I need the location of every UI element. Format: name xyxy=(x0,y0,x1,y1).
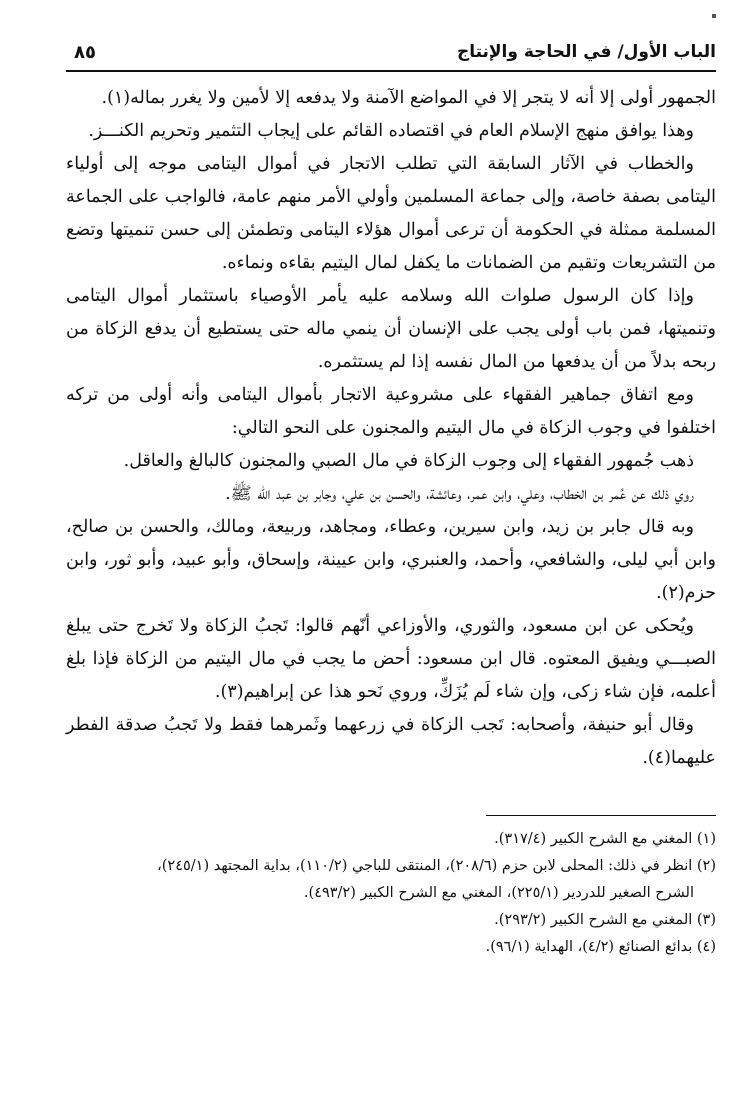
paragraph: روي ذلك عن عُمر بن الخطاب، وعلي، وابن عمر، وعائشة، والحسن بن علي، وجابر بن عبد الله ﷺ. xyxy=(225,484,694,504)
running-header xyxy=(66,40,716,72)
footnotes xyxy=(66,826,716,961)
paragraph: وإذا كان الرسول صلوات الله وسلامه عليه يأمر الأوصياء باستثمار أموال اليتامى وتنميتها، فمن باب أولى يجب على الإنسان أن ينمي ماله حتى يستطيع أن يدفع الزكاة من ربحه بدلاً من أن يدفعها من المال نفسه إذا لم يستثمره. xyxy=(66,286,716,372)
footnote: (٤) بدائع الصنائع (٤/٢)، الهداية (٩٦/١). xyxy=(485,939,716,955)
main-text xyxy=(66,82,716,775)
paragraph: وهذا يوافق منهج الإسلام العام في اقتصاده القائم على إيجاب التثمير وتحريم الكنـــز. xyxy=(88,121,694,141)
footnote-continuation: الشرح الصغير للدردير (٢٢٥/١)، المغني مع الشرح الكبير (٤٩٣/٢). xyxy=(303,885,694,901)
paragraph: وقال أبو حنيفة، وأصحابه: تَجب الزكاة في زرعهما وثَمرهما فقط ولا تَجبُ صدقة الفطر عليهما(٤). xyxy=(66,715,716,768)
footnote: (٣) المغني مع الشرح الكبير (٢٩٣/٢). xyxy=(494,912,716,928)
paragraph: وبه قال جابر بن زيد، وابن سيرين، وعطاء، ومجاهد، وربيعة، ومالك، والحسن بن صالح، وابن أبي ليلى، والشافعي، وأحمد، والعنبري، وابن عيينة، وإسحاق، وأبو عبيد، وأبو ثور، وابن حزم(٢). xyxy=(66,517,716,603)
footnote: (٢) انظر في ذلك: المحلى لابن حزم (٢٠٨/٦)، المنتقى للباجي (١١٠/٢)، بداية المجتهد (٢٤٥/١)، xyxy=(157,858,716,874)
footnote-separator xyxy=(486,815,716,816)
page-number: ٨٥ xyxy=(74,42,96,63)
footnote: (١) المغني مع الشرح الكبير (٣١٧/٤). xyxy=(494,831,716,847)
paragraph: ومع اتفاق جماهير الفقهاء على مشروعية الاتجار بأموال اليتامى وأنه أولى من تركه اختلفوا في وجوب الزكاة في مال اليتيم والمجنون على النحو التالي: xyxy=(66,385,716,438)
chapter-title: الباب الأول/ في الحاجة والإنتاج xyxy=(456,42,716,62)
paragraph: الجمهور أولى إلا أنه لا يتجر إلا في المواضع الآمنة ولا يدفعه إلا لأمين ولا يغرر بماله(١). xyxy=(101,88,716,108)
paragraph: ويُحكى عن ابن مسعود، والثوري، والأوزاعي أنّهم قالوا: تَجبُ الزكاة ولا تَخرج حتى يبلغ الصبـــي ويفيق المعتوه. قال ابن مسعود: أحض ما يجب في مال اليتيم من الزكاة فإذا بلغ أعلمه، فإن شاء زكى، وإن شاء لَم يُزَكِّ، وروي نَحو هذا عن إبراهيم(٣). xyxy=(66,616,716,702)
book-page xyxy=(66,40,716,1060)
paragraph: والخطاب في الآثار السابقة التي تطلب الاتجار في أموال اليتامى موجه إلى أولياء اليتامى بصفة خاصة، وإلى جماعة المسلمين وأولي الأمر منهم عامة، فالواجب على الجماعة المسلمة ممثلة في الحكومة أن ترعى أموال هؤلاء اليتامى وتطمئن إلى حسن تنميتها وتضع من التشريعات وتقيم من الضمانات ما يكفل لمال اليتيم بقاءه ونماءه. xyxy=(66,154,716,273)
paragraph: ذهب جُمهور الفقهاء إلى وجوب الزكاة في مال الصبي والمجنون كالبالغ والعاقل. xyxy=(123,451,694,471)
scan-mark xyxy=(712,14,716,18)
